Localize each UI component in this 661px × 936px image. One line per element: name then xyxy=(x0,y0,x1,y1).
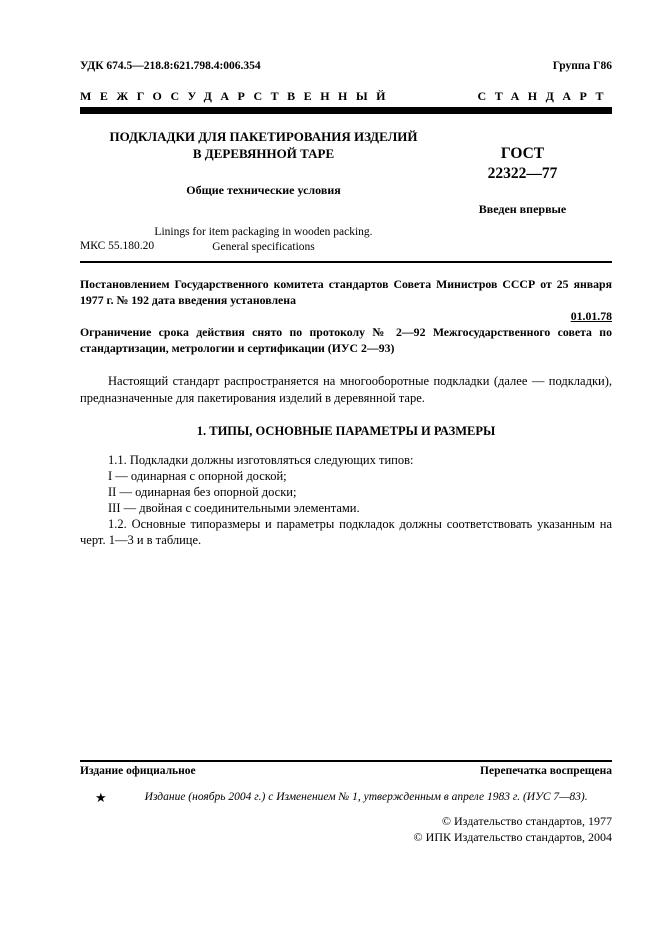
type-item-3: III — двойная с соединительными элементами. xyxy=(108,501,360,515)
horizontal-rule-top xyxy=(80,261,612,263)
section-1-heading: 1. ТИПЫ, ОСНОВНЫЕ ПАРАМЕТРЫ И РАЗМЕРЫ xyxy=(196,424,496,438)
footer-notices-row xyxy=(80,765,612,777)
udk-code: УДК 674.5—218.8:621.798.4:006.354 xyxy=(80,60,261,72)
gost-designation-column xyxy=(447,128,612,255)
title-en-line-2: General specifications xyxy=(212,241,315,253)
copyright-block xyxy=(80,813,612,845)
copyright-line-1: © Издательство стандартов, 1977 xyxy=(441,814,612,828)
limitation-paragraph: Ограничение срока действия снято по протоколу № 2—92 Межгосударственного совета по стандартизации, метрологии и сертификации (ИУС 2—93) xyxy=(80,325,612,355)
mks-code: МКС 55.180.20 xyxy=(80,240,155,252)
top-meta-row xyxy=(80,60,612,72)
title-line-2: В ДЕРЕВЯННОЙ ТАРЕ xyxy=(192,146,335,161)
edition-note-row xyxy=(80,791,612,804)
decree-block xyxy=(80,276,612,356)
horizontal-rule-bottom xyxy=(80,760,612,762)
clause-1-2: 1.2. Основные типоразмеры и параметры подкладок должны соответствовать указанным на черт. 1—3 и в таблице. xyxy=(80,517,612,547)
standard-type-banner: МЕЖГОСУДАРСТВЕННЫЙ СТАНДАРТ xyxy=(80,89,612,103)
copyright-line-2: © ИПК Издательство стандартов, 2004 xyxy=(413,830,612,844)
document-title xyxy=(88,128,439,162)
type-item-2: II — одинарная без опорной доски; xyxy=(108,485,297,499)
edition-note: Издание (ноябрь 2004 г.) с Изменением № 1, утвержденным в апреле 1983 г. (ИУС 7—83). xyxy=(144,791,588,803)
document-subtitle: Общие технические условия xyxy=(186,183,341,197)
clause-1-1: 1.1. Подкладки должны изготовляться следующих типов: xyxy=(108,453,414,467)
reprint-prohibited-label: Перепечатка воспрещена xyxy=(480,765,612,777)
page-footer xyxy=(80,760,612,845)
scope-paragraph: Настоящий стандарт распространяется на многооборотные подкладки (далее — подкладки), предназначенные для пакетирования изделий в деревянной таре. xyxy=(80,374,612,405)
type-item-1: I — одинарная с опорной доской; xyxy=(108,469,287,483)
section-1-clauses xyxy=(80,452,612,548)
gost-label: ГОСТ xyxy=(500,145,545,162)
title-en-line-1: Linings for item packaging in wooden packing. xyxy=(154,226,373,238)
title-block xyxy=(80,128,612,255)
decree-paragraph: Постановлением Государственного комитета стандартов Совета Министров СССР от 25 января 1977 г. № 192 дата введения установлена xyxy=(80,277,612,307)
title-left-column xyxy=(80,128,447,255)
introduced-note: Введен впервые xyxy=(478,202,567,216)
gost-number: 22322—77 xyxy=(487,165,558,182)
title-line-1: ПОДКЛАДКИ ДЛЯ ПАКЕТИРОВАНИЯ ИЗДЕЛИЙ xyxy=(109,129,418,144)
effective-date: 01.01.78 xyxy=(570,309,612,323)
group-code: Группа Г86 xyxy=(552,60,612,72)
official-edition-label: Издание официальное xyxy=(80,765,196,777)
star-icon: ★ xyxy=(95,790,107,805)
banner-rule xyxy=(80,107,612,114)
